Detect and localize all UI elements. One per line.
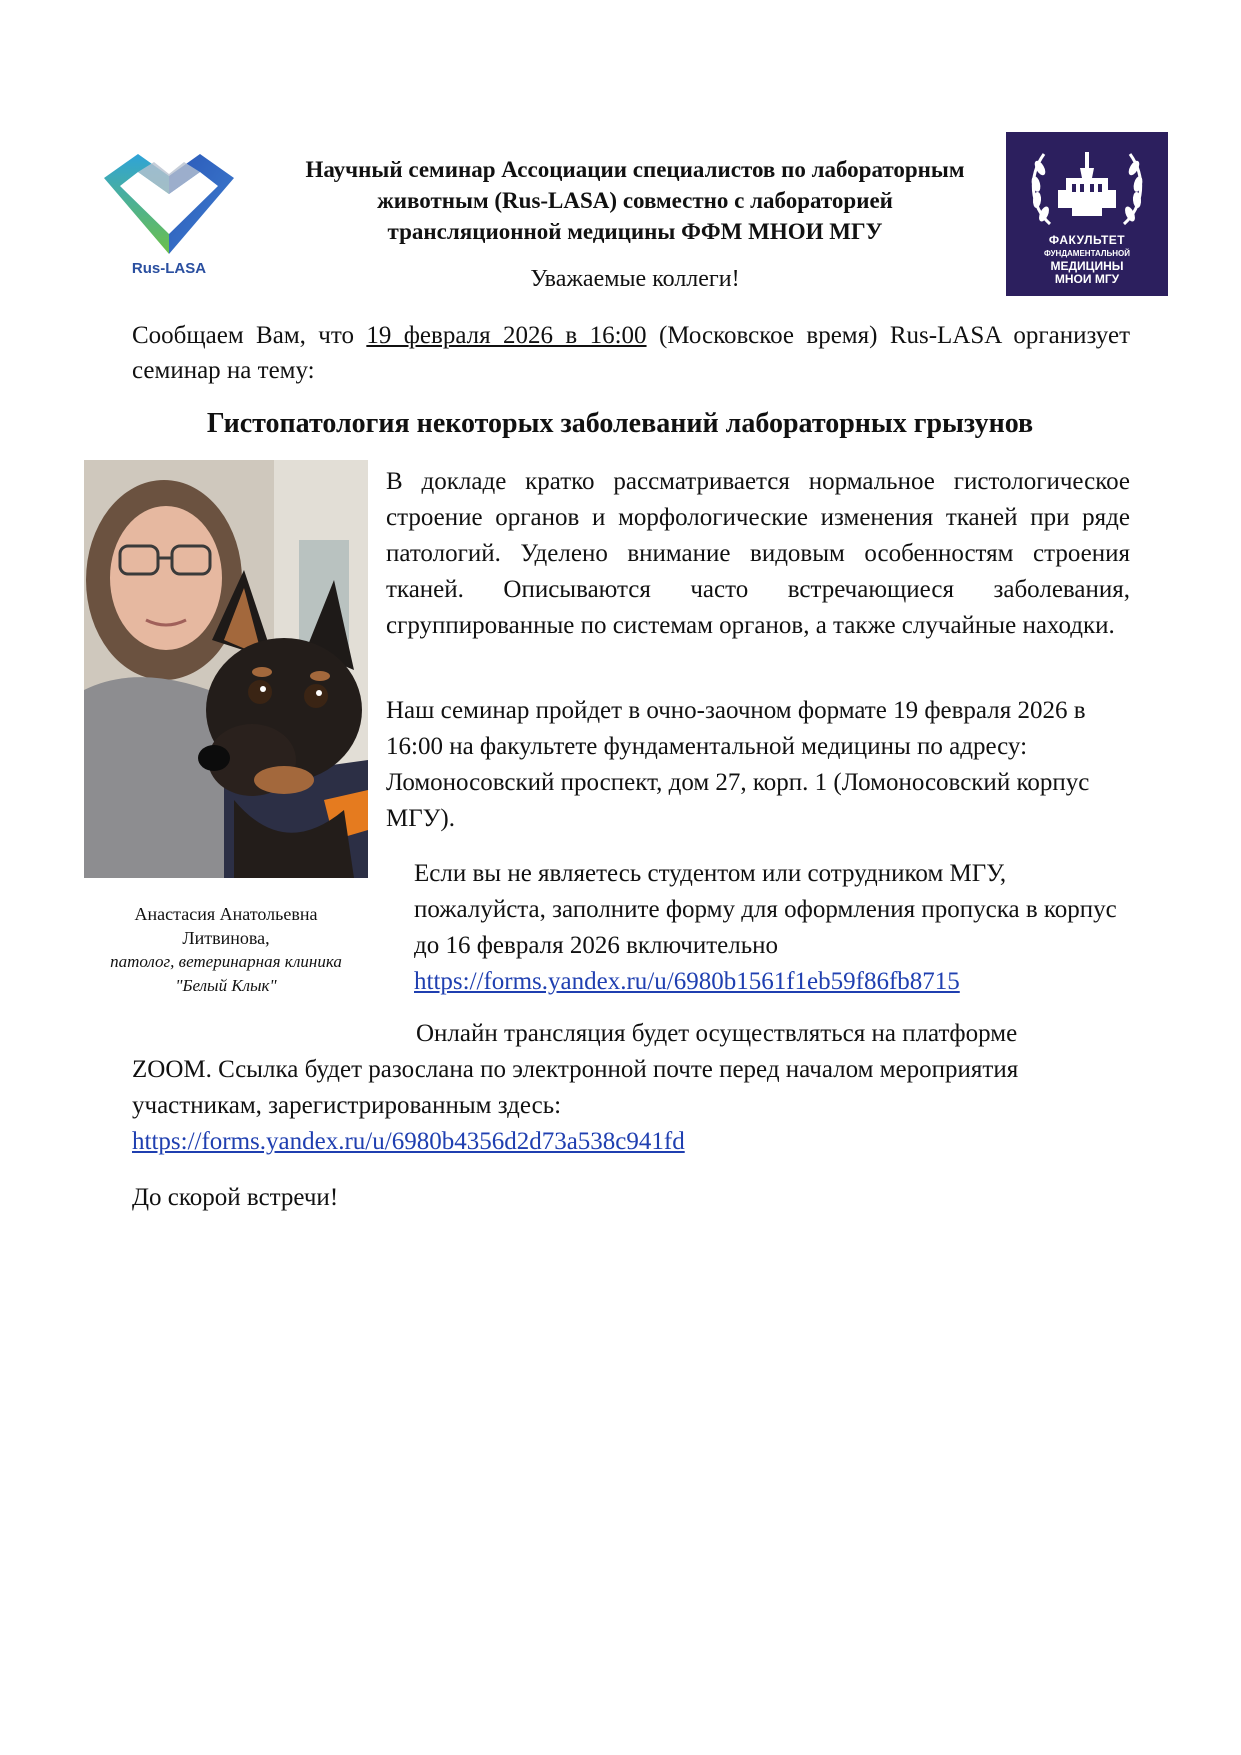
speaker-with-dog-image: [84, 460, 368, 878]
online-text-first-line: Онлайн трансляция будет осуществляться на платформе: [416, 1020, 1018, 1047]
ffm-logo: [1006, 132, 1168, 296]
speaker-role: "Белый Клык": [175, 976, 277, 995]
header-title-line: Научный семинар Ассоциации специалистов по лабораторным: [305, 157, 965, 182]
closing-text: До скорой встречи!: [132, 1184, 339, 1211]
greeting: Уважаемые коллеги!: [530, 266, 740, 292]
intro-text: Сообщаем Вам, что: [132, 322, 367, 349]
registration-link[interactable]: https://forms.yandex.ru/u/6980b4356d2d73a538c941fd: [132, 1128, 685, 1155]
online-paragraph: [132, 1052, 1130, 1160]
seminar-topic: Гистопатология некоторых заболеваний лабораторных грызунов: [206, 408, 1034, 439]
speaker-photo: [84, 460, 368, 878]
intro-paragraph: [132, 318, 1130, 388]
speaker-role: патолог, ветеринарная клиника: [110, 952, 342, 971]
ffm-logo-line: ФАКУЛЬТЕТ: [1048, 233, 1126, 247]
header-title-line: трансляционной медицины ФФМ МНОИ МГУ: [387, 219, 883, 244]
event-date: 19 февраля 2026 в 16:00: [366, 322, 647, 349]
heart-logo-icon: [98, 148, 240, 260]
header-title-line: животным (Rus-LASA) совместно с лабораторией: [377, 188, 893, 213]
pass-paragraph: [414, 856, 1130, 1000]
intro-text: (Московское время) Rus-LASA организует семинар на тему:: [132, 322, 1130, 384]
rus-lasa-caption: Rus-LASA: [131, 260, 207, 277]
ffm-logo-line: МЕДИЦИНЫ: [1050, 259, 1124, 273]
speaker-name: Анастасия Анатольевна: [134, 904, 318, 924]
venue-paragraph: Наш семинар пройдет в очно-заочном формате 19 февраля 2026 в 16:00 на факультете фундаментальной медицины по адресу: Ломоносовский проспект, дом 27, корп. 1 (Ломоносовский корпус МГУ).: [386, 697, 1090, 832]
pass-text: Если вы не являетесь студентом или сотрудником МГУ, пожалуйста, заполните форму для оформления пропуска в корпус до 16 февраля 2026 включительно: [414, 860, 1117, 959]
abstract-paragraph: В докладе кратко рассматривается нормальное гистологическое строение органов и морфологические изменения тканей при ряде патологий. Уделено внимание видовым особенностям строения тканей. Описываются часто встречающиеся заболевания, сгруппированные по системам органов, а также случайные находки.: [386, 468, 1130, 639]
header-title: [270, 154, 1000, 247]
speaker-caption: [70, 902, 382, 998]
ffm-logo-text: [1006, 234, 1168, 286]
online-text: ZOOM. Ссылка будет разослана по электронной почте перед началом мероприятия участникам, зарегистрированным здесь:: [132, 1056, 1019, 1119]
ffm-logo-line: ФУНДАМЕНТАЛЬНОЙ: [1044, 249, 1130, 258]
rus-lasa-logo: [98, 148, 240, 284]
laurel-wreath-icon: [1006, 132, 1168, 236]
speaker-name: Литвинова,: [182, 928, 270, 948]
ffm-logo-line: МНОИ МГУ: [1054, 272, 1120, 286]
pass-form-link[interactable]: https://forms.yandex.ru/u/6980b1561f1eb59f86fb8715: [414, 968, 960, 995]
